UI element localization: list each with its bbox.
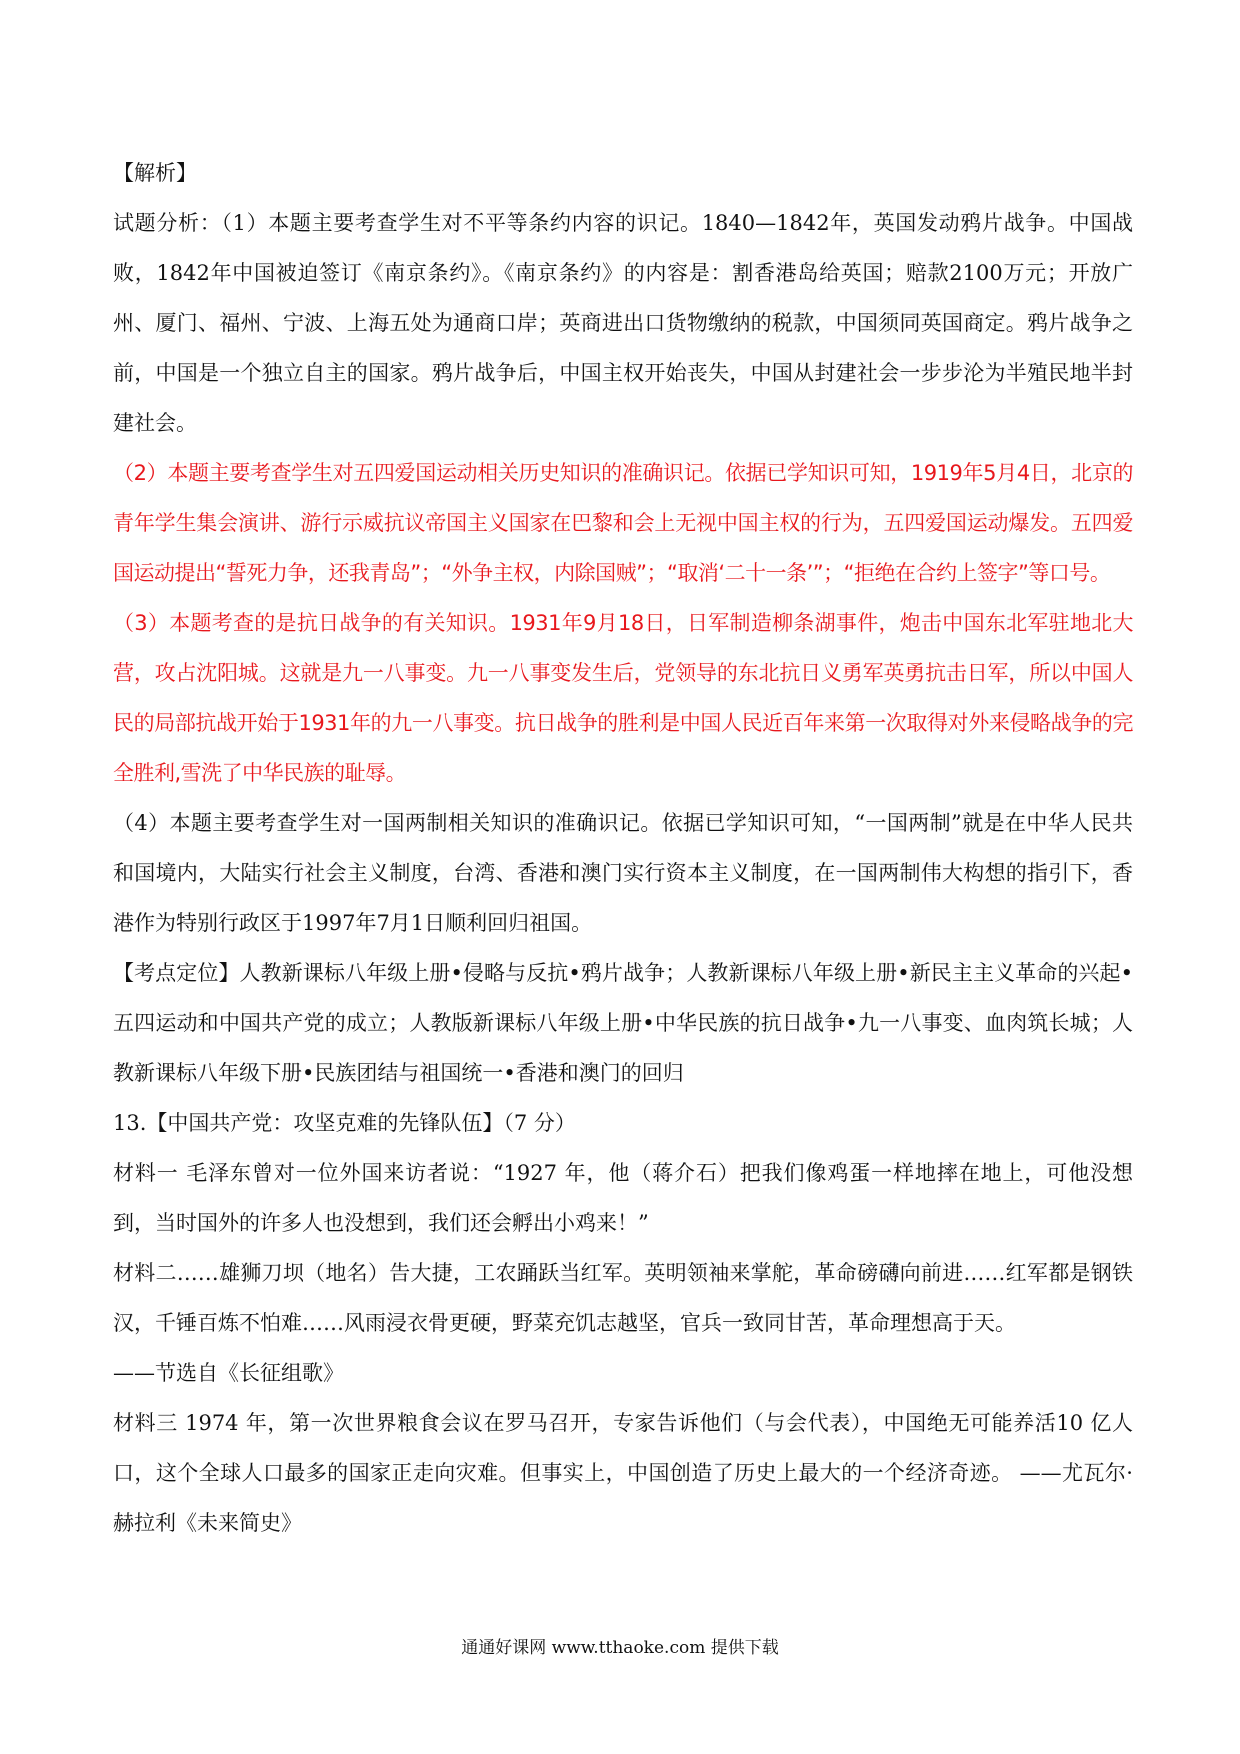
analysis-part-3: （3）本题考查的是抗日战争的有关知识。1931年9月18日，日军制造柳条湖事件，炮击中国东北军驻地北大营，攻占沈阳城。这就是九一八事变。九一八事变发生后，党领导的东北抗日义勇军英勇抗击日军，所以中国人民的局部抗战开始于1931年的九一八事变。抗日战争的胜利是中国人民近百年来第一次取得对外来侵略战争的完全胜利,雪洗了中华民族的耻辱。: [113, 611, 1133, 785]
material-1: 材料一 毛泽东曾对一位外国来访者说：“1927 年，他（蒋介石）把我们像鸡蛋一样地摔在地上，可他没想到，当时国外的许多人也没想到，我们还会孵出小鸡来！”: [113, 1161, 1133, 1235]
analysis-part-4: （4）本题主要考查学生对一国两制相关知识的准确识记。依据已学知识可知，“一国两制”就是在中华人民共和国境内，大陆实行社会主义制度，台湾、香港和澳门实行资本主义制度，在一国两制伟大构想的指引下，香港作为特别行政区于1997年7月1日顺利回归祖国。: [113, 811, 1133, 935]
analysis-part-1: 试题分析：（1）本题主要考查学生对不平等条约内容的识记。1840—1842年，英国发动鸦片战争。中国战败，1842年中国被迫签订《南京条约》。《南京条约》的内容是：割香港岛给英国；赔款2100万元；开放广州、厦门、福州、宁波、上海五处为通商口岸；英商进出口货物缴纳的税款，中国须同英国商定。鸦片战争之前，中国是一个独立自主的国家。鸦片战争后，中国主权开始丧失，中国从封建社会一步步沦为半殖民地半封建社会。: [113, 211, 1133, 435]
material-2-source: ——节选自《长征组歌》: [113, 1361, 344, 1385]
document-body: [113, 148, 1133, 1548]
page-footer: 通通好课网 www.tthaoke.com 提供下载: [461, 1638, 779, 1658]
analysis-part-2: （2）本题主要考查学生对五四爱国运动相关历史知识的准确识记。依据已学知识可知，1919年5月4日，北京的青年学生集会演讲、游行示威抗议帝国主义国家在巴黎和会上无视中国主权的行为，五四爱国运动爆发。五四爱国运动提出“誓死力争，还我青岛”；“外争主权，内除国贼”；“取消‘二十一条’”；“拒绝在合约上签字”等口号。: [113, 461, 1133, 585]
material-2: 材料二……雄狮刀坝（地名）告大捷，工农踊跃当红军。英明领袖来掌舵，革命磅礴向前进……红军都是钢铁汉，千锤百炼不怕难……风雨浸衣骨更硬，野菜充饥志越坚，官兵一致同甘苦，革命理想高于天。: [113, 1261, 1133, 1335]
material-3: 材料三 1974 年，第一次世界粮食会议在罗马召开，专家告诉他们（与会代表），中国绝无可能养活10 亿人口，这个全球人口最多的国家正走向灾难。但事实上，中国创造了历史上最大的一个经济奇迹。 ——尤瓦尔·赫拉利《未来简史》: [113, 1411, 1133, 1535]
analysis-heading: 【解析】: [113, 161, 197, 185]
knowledge-point: 【考点定位】人教新课标八年级上册•侵略与反抗•鸦片战争；人教新课标八年级上册•新民主主义革命的兴起•五四运动和中国共产党的成立；人教版新课标八年级上册•中华民族的抗日战争•九一八事变、血肉筑长城；人教新课标八年级下册•民族团结与祖国统一•香港和澳门的回归: [113, 961, 1133, 1085]
question-13-title: 13.【中国共产党：攻坚克难的先锋队伍】（7 分）: [113, 1111, 576, 1135]
